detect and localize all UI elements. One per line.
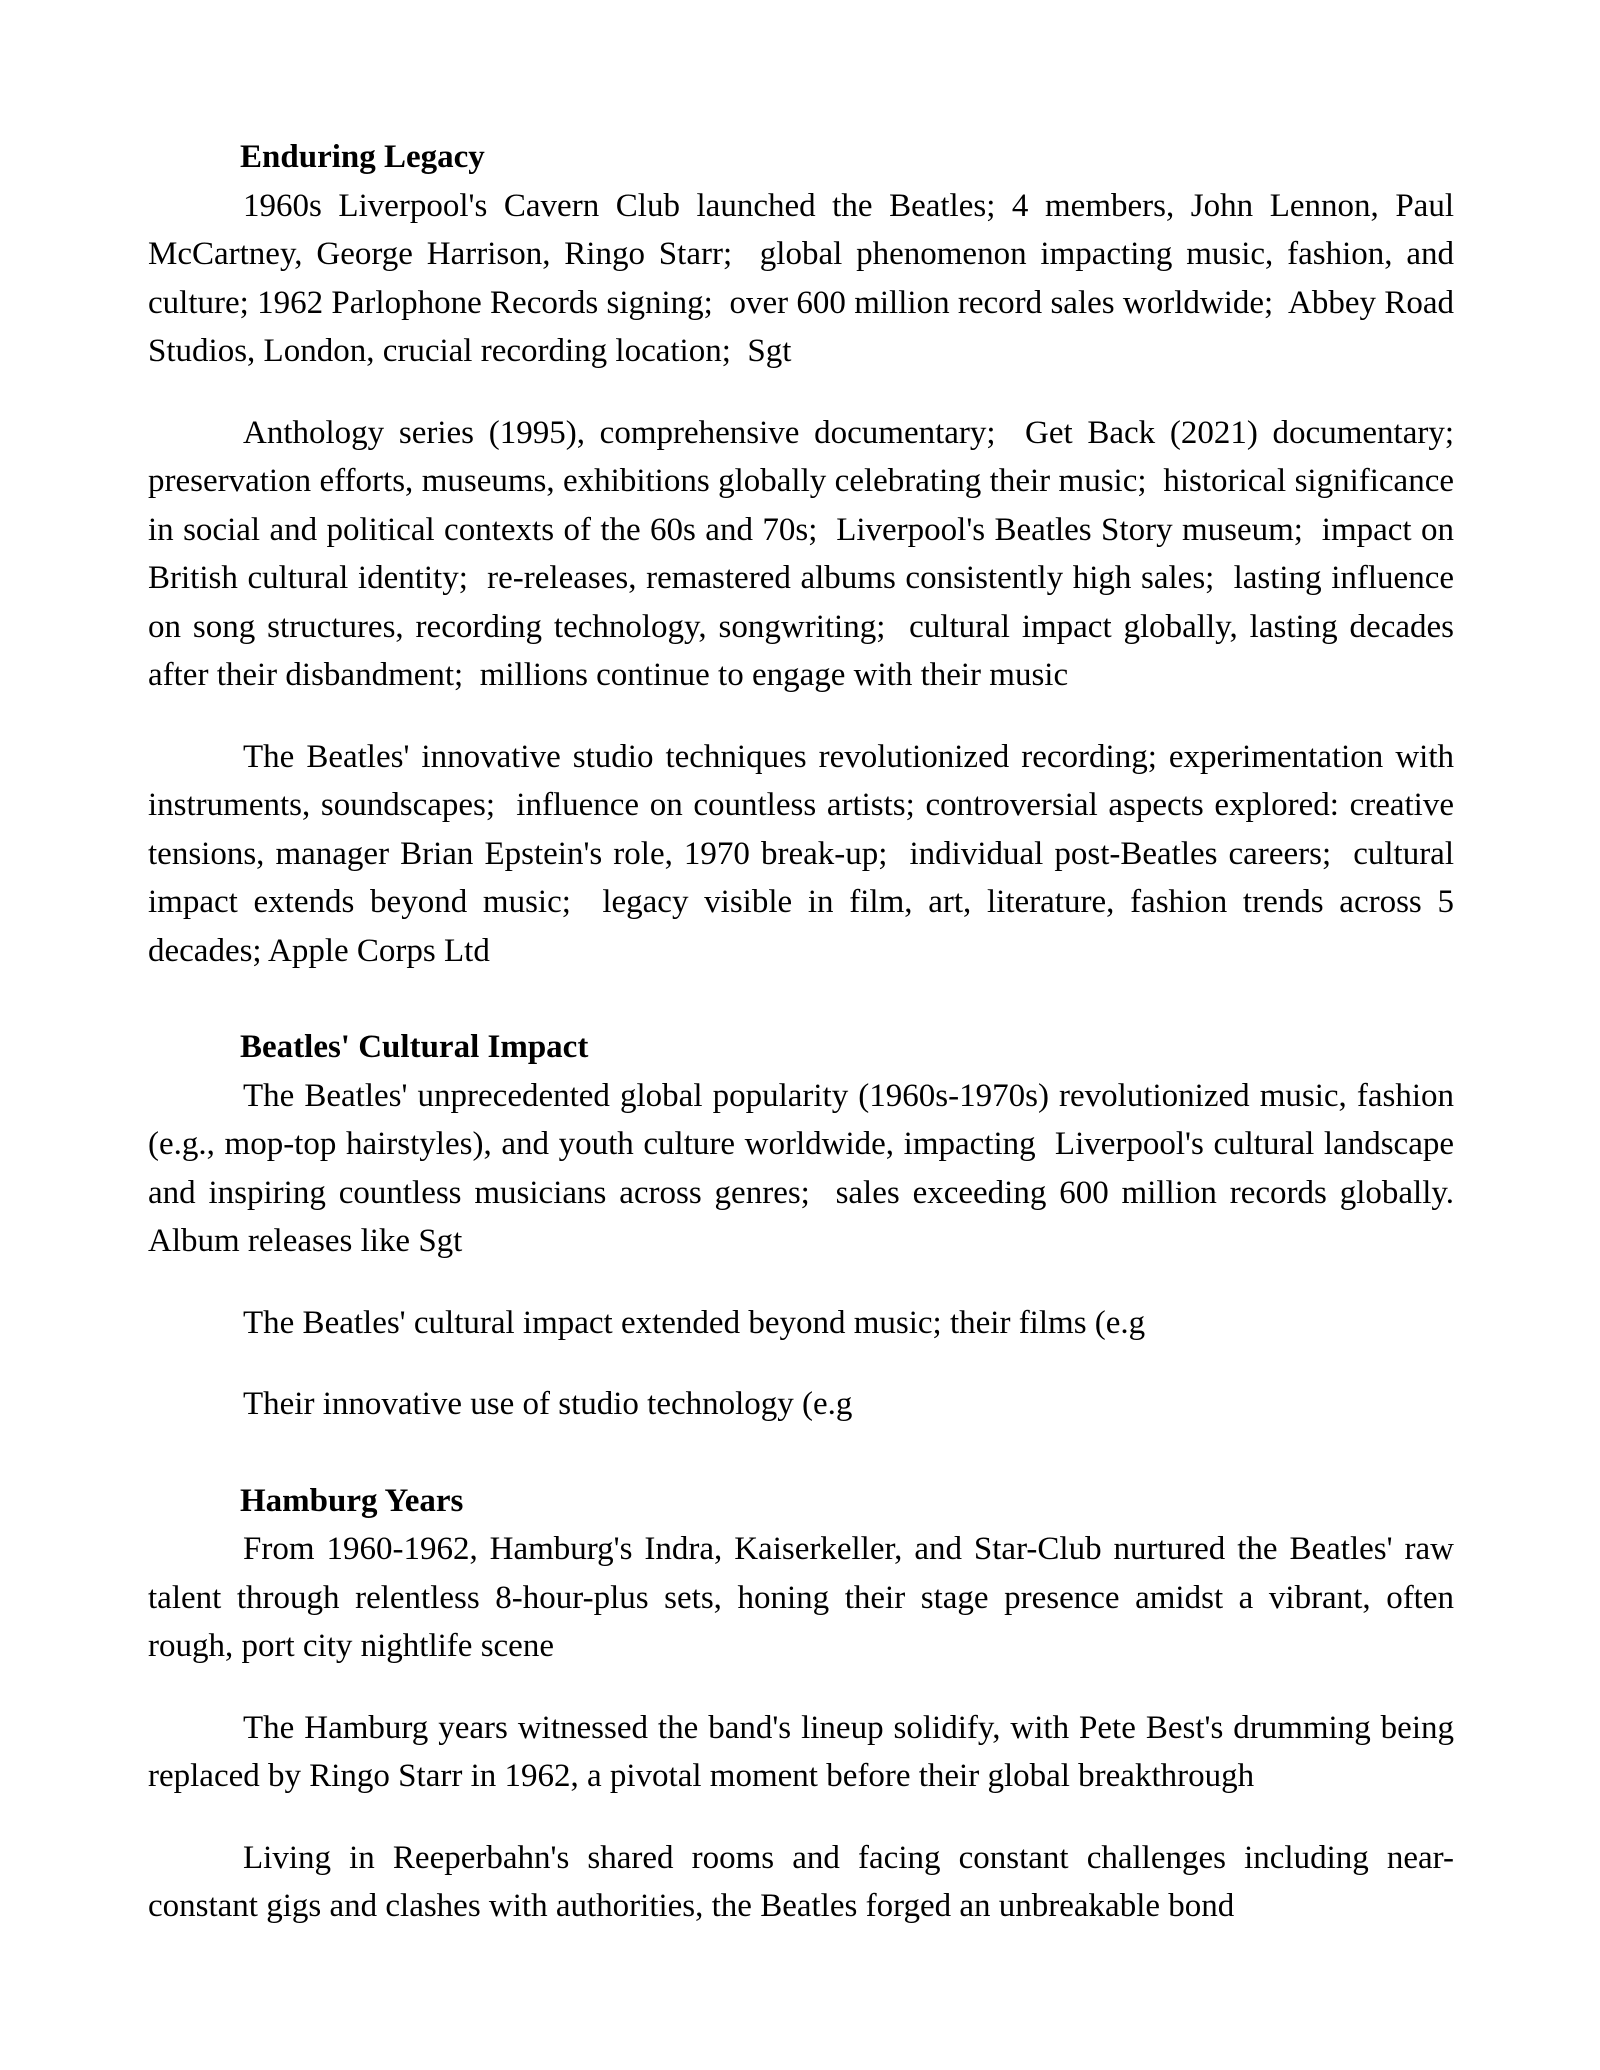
- paragraph: 1960s Liverpool's Cavern Club launched the Beatles; 4 members, John Lennon, Paul McCartney, George Harrison, Ringo Starr; global phenomenon impacting music, fashion, and culture; 1962 Parlophone Records signing; over 600 million record sales worldwide; Abbey Road Studios, London, crucial recording location; Sgt: [148, 187, 1463, 369]
- paragraph: From 1960-1962, Hamburg's Indra, Kaiserkeller, and Star-Club nurtured the Beatles' raw talent through relentless 8-hour-plus sets, honing their stage presence amidst a vibrant, often rough, port city nightlife scene: [148, 1531, 1463, 1664]
- section-enduring-legacy: [148, 133, 1471, 975]
- section-heading: Beatles' Cultural Impact: [240, 1029, 589, 1065]
- paragraph: The Beatles' unprecedented global popularity (1960s-1970s) revolutionized music, fashion (e.g., mop-top hairstyles), and youth culture worldwide, impacting Liverpool's cultural landscape and inspiring countless musicians across genres; sales exceeding 600 million records globally. Album releases like Sgt: [148, 1077, 1471, 1259]
- section-heading: Hamburg Years: [240, 1482, 464, 1519]
- paragraph: Anthology series (1995), comprehensive documentary; Get Back (2021) documentary; preservation efforts, museums, exhibitions globally celebrating their music; historical significance in social and political contexts of the 60s and 70s; Liverpool's Beatles Story museum; impact on British cultural identity; re-releases, remastered albums consistently high sales; lasting influence on song structures, recording technology, songwriting; cultural impact globally, lasting decades after their disbandment; millions continue to engage with their music: [148, 414, 1471, 693]
- section-cultural-impact: [148, 1023, 1471, 1429]
- paragraph: The Hamburg years witnessed the band's lineup solidify, with Pete Best's drumming being replaced by Ringo Starr in 1962, a pivotal moment before their global breakthrough: [148, 1709, 1463, 1794]
- paragraph: Their innovative use of studio technology (e.g: [243, 1386, 853, 1422]
- section-hamburg-years: [148, 1477, 1463, 1931]
- paragraph: The Beatles' innovative studio techniques revolutionized recording; experimentation with instruments, soundscapes; influence on countless artists; controversial aspects explored: creative tensions, manager Brian Epstein's role, 1970 break-up; individual post-Beatles careers; cultural impact extends beyond music; legacy visible in film, art, literature, fashion trends across 5 decades; Apple Corps Ltd: [148, 738, 1463, 969]
- section-heading: Enduring Legacy: [240, 139, 485, 175]
- document-body: [148, 133, 1471, 1931]
- paragraph: The Beatles' cultural impact extended beyond music; their films (e.g: [243, 1304, 1146, 1341]
- paragraph: Living in Reeperbahn's shared rooms and facing constant challenges including near-constant gigs and clashes with authorities, the Beatles forged an unbreakable bond: [148, 1839, 1454, 1924]
